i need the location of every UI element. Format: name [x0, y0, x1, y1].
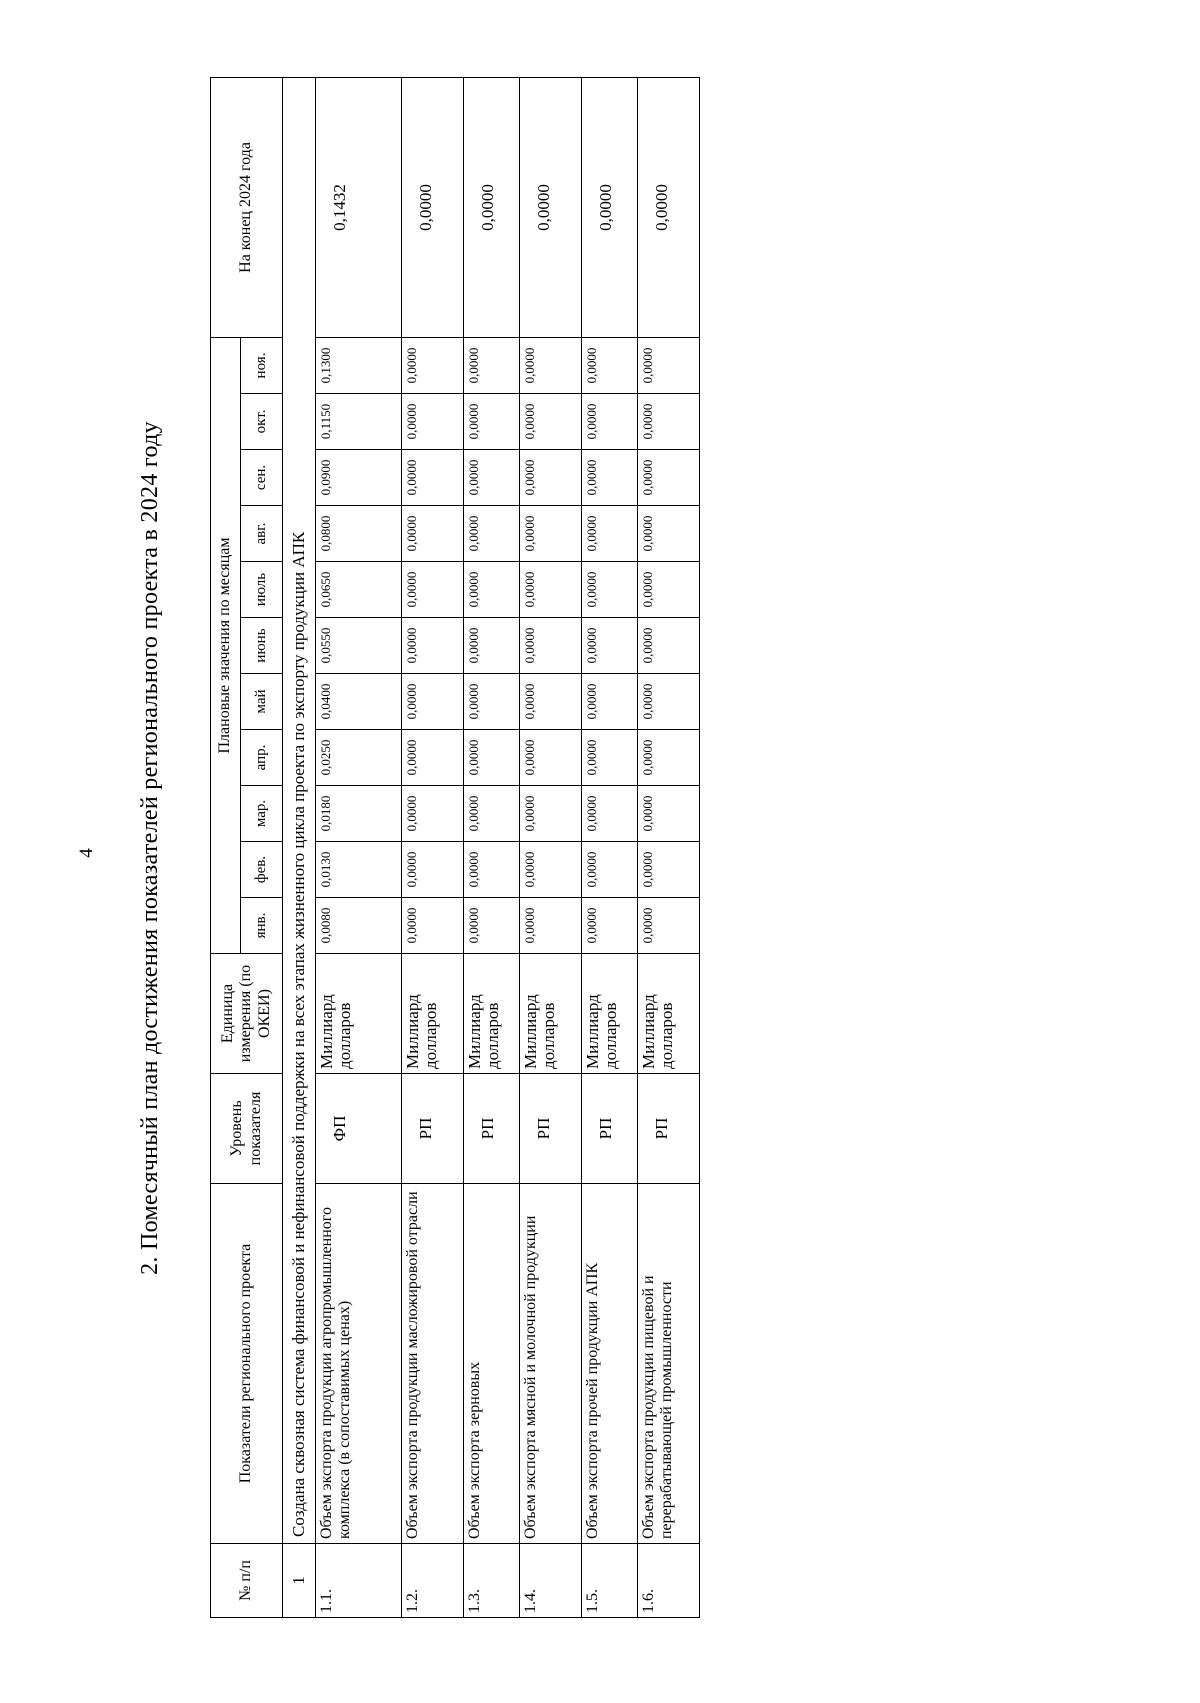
month-value: 0,0000 [402, 450, 464, 506]
month-value: 0,0000 [520, 394, 582, 450]
row-indicator: Объем экспорта продукции агропромышленного комплекса (в сопоставимых ценах) [316, 1184, 402, 1544]
month-header: авг. [241, 506, 283, 562]
month-value: 0,0000 [402, 618, 464, 674]
month-header: сен. [241, 450, 283, 506]
section-num: 1 [283, 1544, 316, 1618]
row-end-value: 0,0000 [582, 77, 638, 337]
table-row [464, 77, 520, 1617]
month-value: 0,0000 [520, 786, 582, 842]
row-unit: Миллиард долларов [402, 954, 464, 1074]
table-row [582, 77, 638, 1617]
month-value: 0,0000 [638, 562, 700, 618]
month-value: 0,0000 [520, 450, 582, 506]
header-planned-values: Плановые значения по месяцам [211, 337, 241, 953]
month-value: 0,0000 [402, 562, 464, 618]
month-header: апр. [241, 730, 283, 786]
month-value: 0,0000 [582, 562, 638, 618]
month-value: 0,0000 [464, 506, 520, 562]
month-value: 0,0000 [464, 394, 520, 450]
month-value: 0,0000 [520, 337, 582, 393]
month-value: 0,1150 [316, 394, 402, 450]
month-value: 0,0000 [464, 674, 520, 730]
month-value: 0,0000 [520, 730, 582, 786]
month-header: фев. [241, 842, 283, 898]
month-value: 0,1300 [316, 337, 402, 393]
header-unit: Единица измерения (по ОКЕИ) [211, 954, 283, 1074]
rotated-page-content [130, 78, 750, 1618]
month-value: 0,0000 [582, 394, 638, 450]
row-num: 1.5. [582, 1544, 638, 1618]
month-value: 0,0000 [402, 394, 464, 450]
month-value: 0,0650 [316, 562, 402, 618]
month-value: 0,0000 [464, 786, 520, 842]
month-value: 0,0000 [582, 842, 638, 898]
table-row [638, 77, 700, 1617]
month-value: 0,0080 [316, 898, 402, 954]
row-unit: Миллиард долларов [582, 954, 638, 1074]
row-num: 1.6. [638, 1544, 700, 1618]
month-value: 0,0130 [316, 842, 402, 898]
month-value: 0,0000 [464, 618, 520, 674]
month-header: окт. [241, 394, 283, 450]
header-level: Уровень показателя [211, 1074, 283, 1184]
month-value: 0,0000 [402, 786, 464, 842]
month-value: 0,0000 [402, 842, 464, 898]
row-level: РП [464, 1074, 520, 1184]
month-value: 0,0000 [582, 618, 638, 674]
month-value: 0,0180 [316, 786, 402, 842]
month-value: 0,0000 [464, 898, 520, 954]
month-value: 0,0000 [638, 337, 700, 393]
row-indicator: Объем экспорта продукции пищевой и перерабатывающей промышленности [638, 1184, 700, 1544]
row-unit: Миллиард долларов [520, 954, 582, 1074]
month-header: июнь [241, 618, 283, 674]
month-value: 0,0900 [316, 450, 402, 506]
month-value: 0,0000 [464, 842, 520, 898]
row-level: РП [520, 1074, 582, 1184]
month-value: 0,0000 [464, 562, 520, 618]
month-value: 0,0000 [638, 898, 700, 954]
month-value: 0,0550 [316, 618, 402, 674]
row-num: 1.1. [316, 1544, 402, 1618]
month-value: 0,0000 [520, 674, 582, 730]
section-title: Создана сквозная система финансовой и нефинансовой поддержки на всех этапах жизненного цикла проекта по экспорту продукции АПК [283, 77, 316, 1543]
row-end-value: 0,1432 [316, 77, 402, 337]
month-value: 0,0000 [582, 674, 638, 730]
month-value: 0,0000 [638, 786, 700, 842]
month-value: 0,0000 [638, 506, 700, 562]
month-header: июль [241, 562, 283, 618]
month-value: 0,0000 [638, 842, 700, 898]
month-value: 0,0000 [582, 898, 638, 954]
header-indicator: Показатели регионального проекта [211, 1184, 283, 1544]
row-num: 1.2. [402, 1544, 464, 1618]
month-value: 0,0000 [638, 674, 700, 730]
row-end-value: 0,0000 [464, 77, 520, 337]
row-end-value: 0,0000 [402, 77, 464, 337]
month-value: 0,0000 [638, 450, 700, 506]
month-value: 0,0250 [316, 730, 402, 786]
header-row [211, 77, 241, 1617]
month-value: 0,0000 [520, 618, 582, 674]
month-header: янв. [241, 898, 283, 954]
table-row [520, 77, 582, 1617]
month-value: 0,0000 [402, 337, 464, 393]
month-value: 0,0000 [464, 337, 520, 393]
document-title: 2. Помесячный план достижения показателей регионального проекта в 2024 году [137, 421, 163, 1275]
month-header: май [241, 674, 283, 730]
row-indicator: Объем экспорта мясной и молочной продукции [520, 1184, 582, 1544]
month-value: 0,0000 [402, 898, 464, 954]
month-value: 0,0000 [520, 562, 582, 618]
row-indicator: Объем экспорта зерновых [464, 1184, 520, 1544]
row-num: 1.3. [464, 1544, 520, 1618]
row-end-value: 0,0000 [638, 77, 700, 337]
row-unit: Миллиард долларов [464, 954, 520, 1074]
month-value: 0,0400 [316, 674, 402, 730]
header-num: № п/п [211, 1544, 283, 1618]
month-header: ноя. [241, 337, 283, 393]
row-level: РП [582, 1074, 638, 1184]
month-value: 0,0000 [638, 730, 700, 786]
month-value: 0,0000 [582, 506, 638, 562]
page-number: 4 [75, 848, 97, 858]
month-value: 0,0000 [582, 450, 638, 506]
month-value: 0,0000 [638, 618, 700, 674]
month-value: 0,0000 [402, 506, 464, 562]
section-row [283, 77, 316, 1617]
month-value: 0,0000 [582, 786, 638, 842]
month-value: 0,0000 [464, 730, 520, 786]
row-indicator: Объем экспорта продукции масложировой отрасли [402, 1184, 464, 1544]
row-unit: Миллиард долларов [316, 954, 402, 1074]
month-value: 0,0000 [582, 730, 638, 786]
header-end-of-year: На конец 2024 года [211, 77, 283, 337]
monthly-plan-table [210, 77, 700, 1618]
row-indicator: Объем экспорта прочей продукции АПК [582, 1184, 638, 1544]
month-value: 0,0000 [582, 337, 638, 393]
table-row [402, 77, 464, 1617]
month-value: 0,0000 [520, 842, 582, 898]
table-row [316, 77, 402, 1617]
month-value: 0,0000 [464, 450, 520, 506]
month-header: мар. [241, 786, 283, 842]
row-unit: Миллиард долларов [638, 954, 700, 1074]
month-value: 0,0000 [402, 674, 464, 730]
row-end-value: 0,0000 [520, 77, 582, 337]
month-value: 0,0000 [520, 506, 582, 562]
row-level: ФП [316, 1074, 402, 1184]
month-value: 0,0800 [316, 506, 402, 562]
month-value: 0,0000 [520, 898, 582, 954]
month-value: 0,0000 [402, 730, 464, 786]
month-value: 0,0000 [638, 394, 700, 450]
row-num: 1.4. [520, 1544, 582, 1618]
row-level: РП [402, 1074, 464, 1184]
row-level: РП [638, 1074, 700, 1184]
